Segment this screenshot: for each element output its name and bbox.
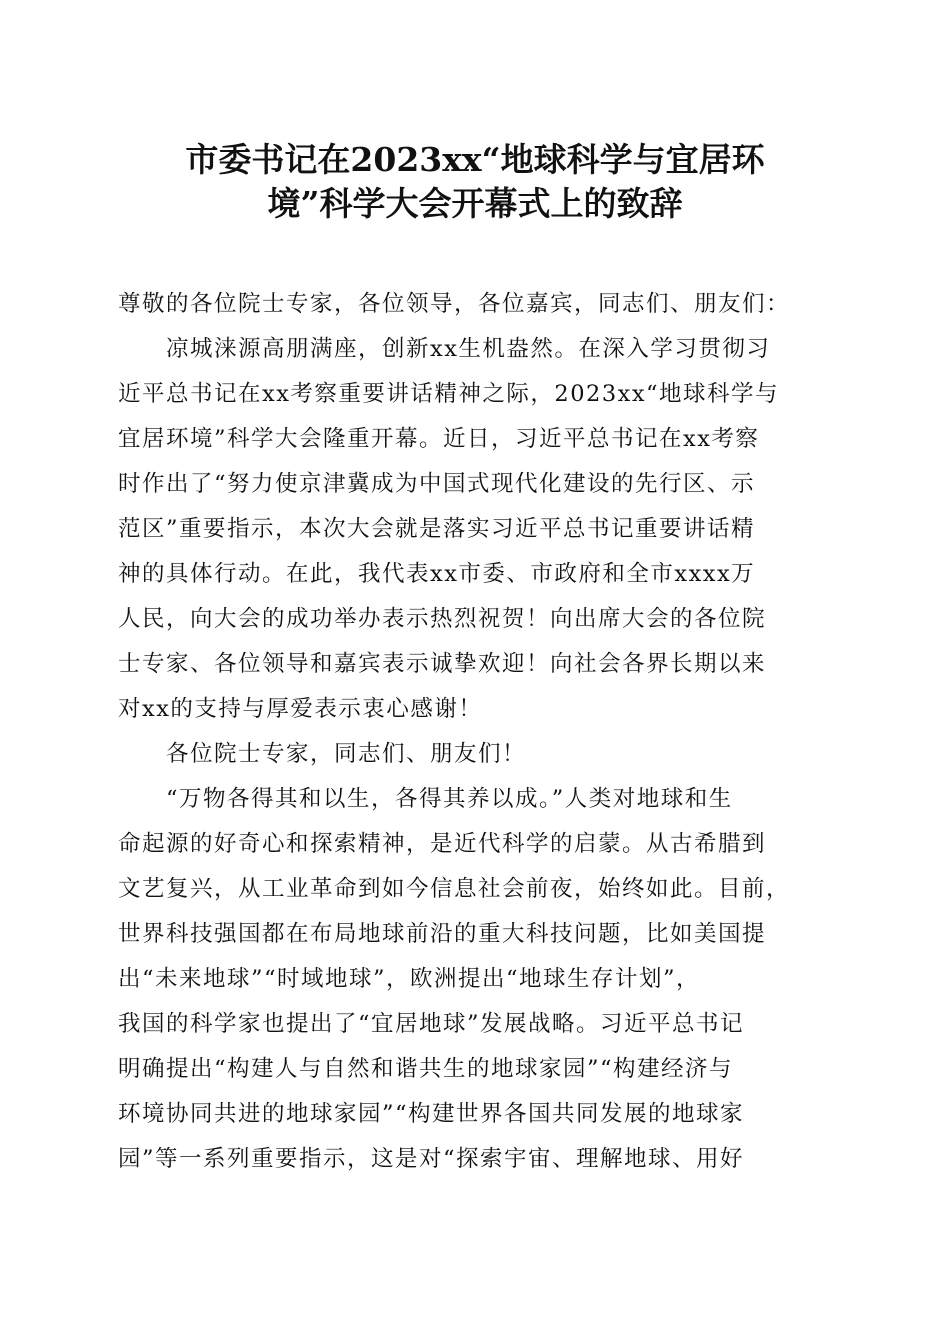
body-line: 士专家、各位领导和嘉宾表示诚挚欢迎！向社会各界长期以来 (118, 651, 767, 677)
document-body (118, 282, 838, 1182)
body-line: 范区”重要指示，本次大会就是落实习近平总书记重要讲话精 (118, 516, 756, 542)
document-title (100, 138, 850, 226)
body-line: 神的具体行动。在此，我代表xx市委、市政府和全市xxxx万 (118, 561, 756, 587)
body-line: 宜居环境”科学大会隆重开幕。近日，习近平总书记在xx考察 (118, 426, 760, 452)
body-line: 园”等一系列重要指示，这是对“探索宇宙、理解地球、用好 (118, 1146, 745, 1172)
body-line: 文艺复兴，从工业革命到如今信息社会前夜，始终如此。目前， (118, 876, 791, 902)
body-line: 近平总书记在xx考察重要讲话精神之际，2023xx“地球科学与 (118, 381, 780, 407)
salutation-line: 尊敬的各位院士专家，各位领导，各位嘉宾，同志们、朋友们： (118, 291, 791, 317)
body-line: 对xx的支持与厚爱表示衷心感谢！ (118, 696, 483, 722)
body-line: 世界科技强国都在布局地球前沿的重大科技问题，比如美国提 (118, 921, 767, 947)
body-line: 环境协同共进的地球家园”“构建世界各国共同发展的地球家 (118, 1101, 745, 1127)
title-line-1: 市委书记在2023xx“地球科学与宜居环 (185, 140, 765, 179)
body-line: 凉城涞源高朋满座，创新xx生机盎然。在深入学习贯彻习 (118, 336, 771, 362)
body-line: 时作出了“努力使京津冀成为中国式现代化建设的先行区、示 (118, 471, 756, 497)
body-line: “万物各得其和以生，各得其养以成。”人类对地球和生 (118, 786, 733, 812)
title-line-2: 境”科学大会开幕式上的致辞 (267, 184, 683, 223)
address-line: 各位院士专家，同志们、朋友们！ (118, 741, 527, 767)
body-line: 人民，向大会的成功举办表示热烈祝贺！向出席大会的各位院 (118, 606, 767, 632)
body-line: 我国的科学家也提出了“宜居地球”发展战略。习近平总书记 (118, 1011, 745, 1037)
body-line: 出“未来地球”“时域地球”，欧洲提出“地球生存计划”， (118, 966, 701, 992)
body-line: 命起源的好奇心和探索精神，是近代科学的启蒙。从古希腊到 (118, 831, 767, 857)
body-line: 明确提出“构建人与自然和谐共生的地球家园”“构建经济与 (118, 1056, 734, 1082)
